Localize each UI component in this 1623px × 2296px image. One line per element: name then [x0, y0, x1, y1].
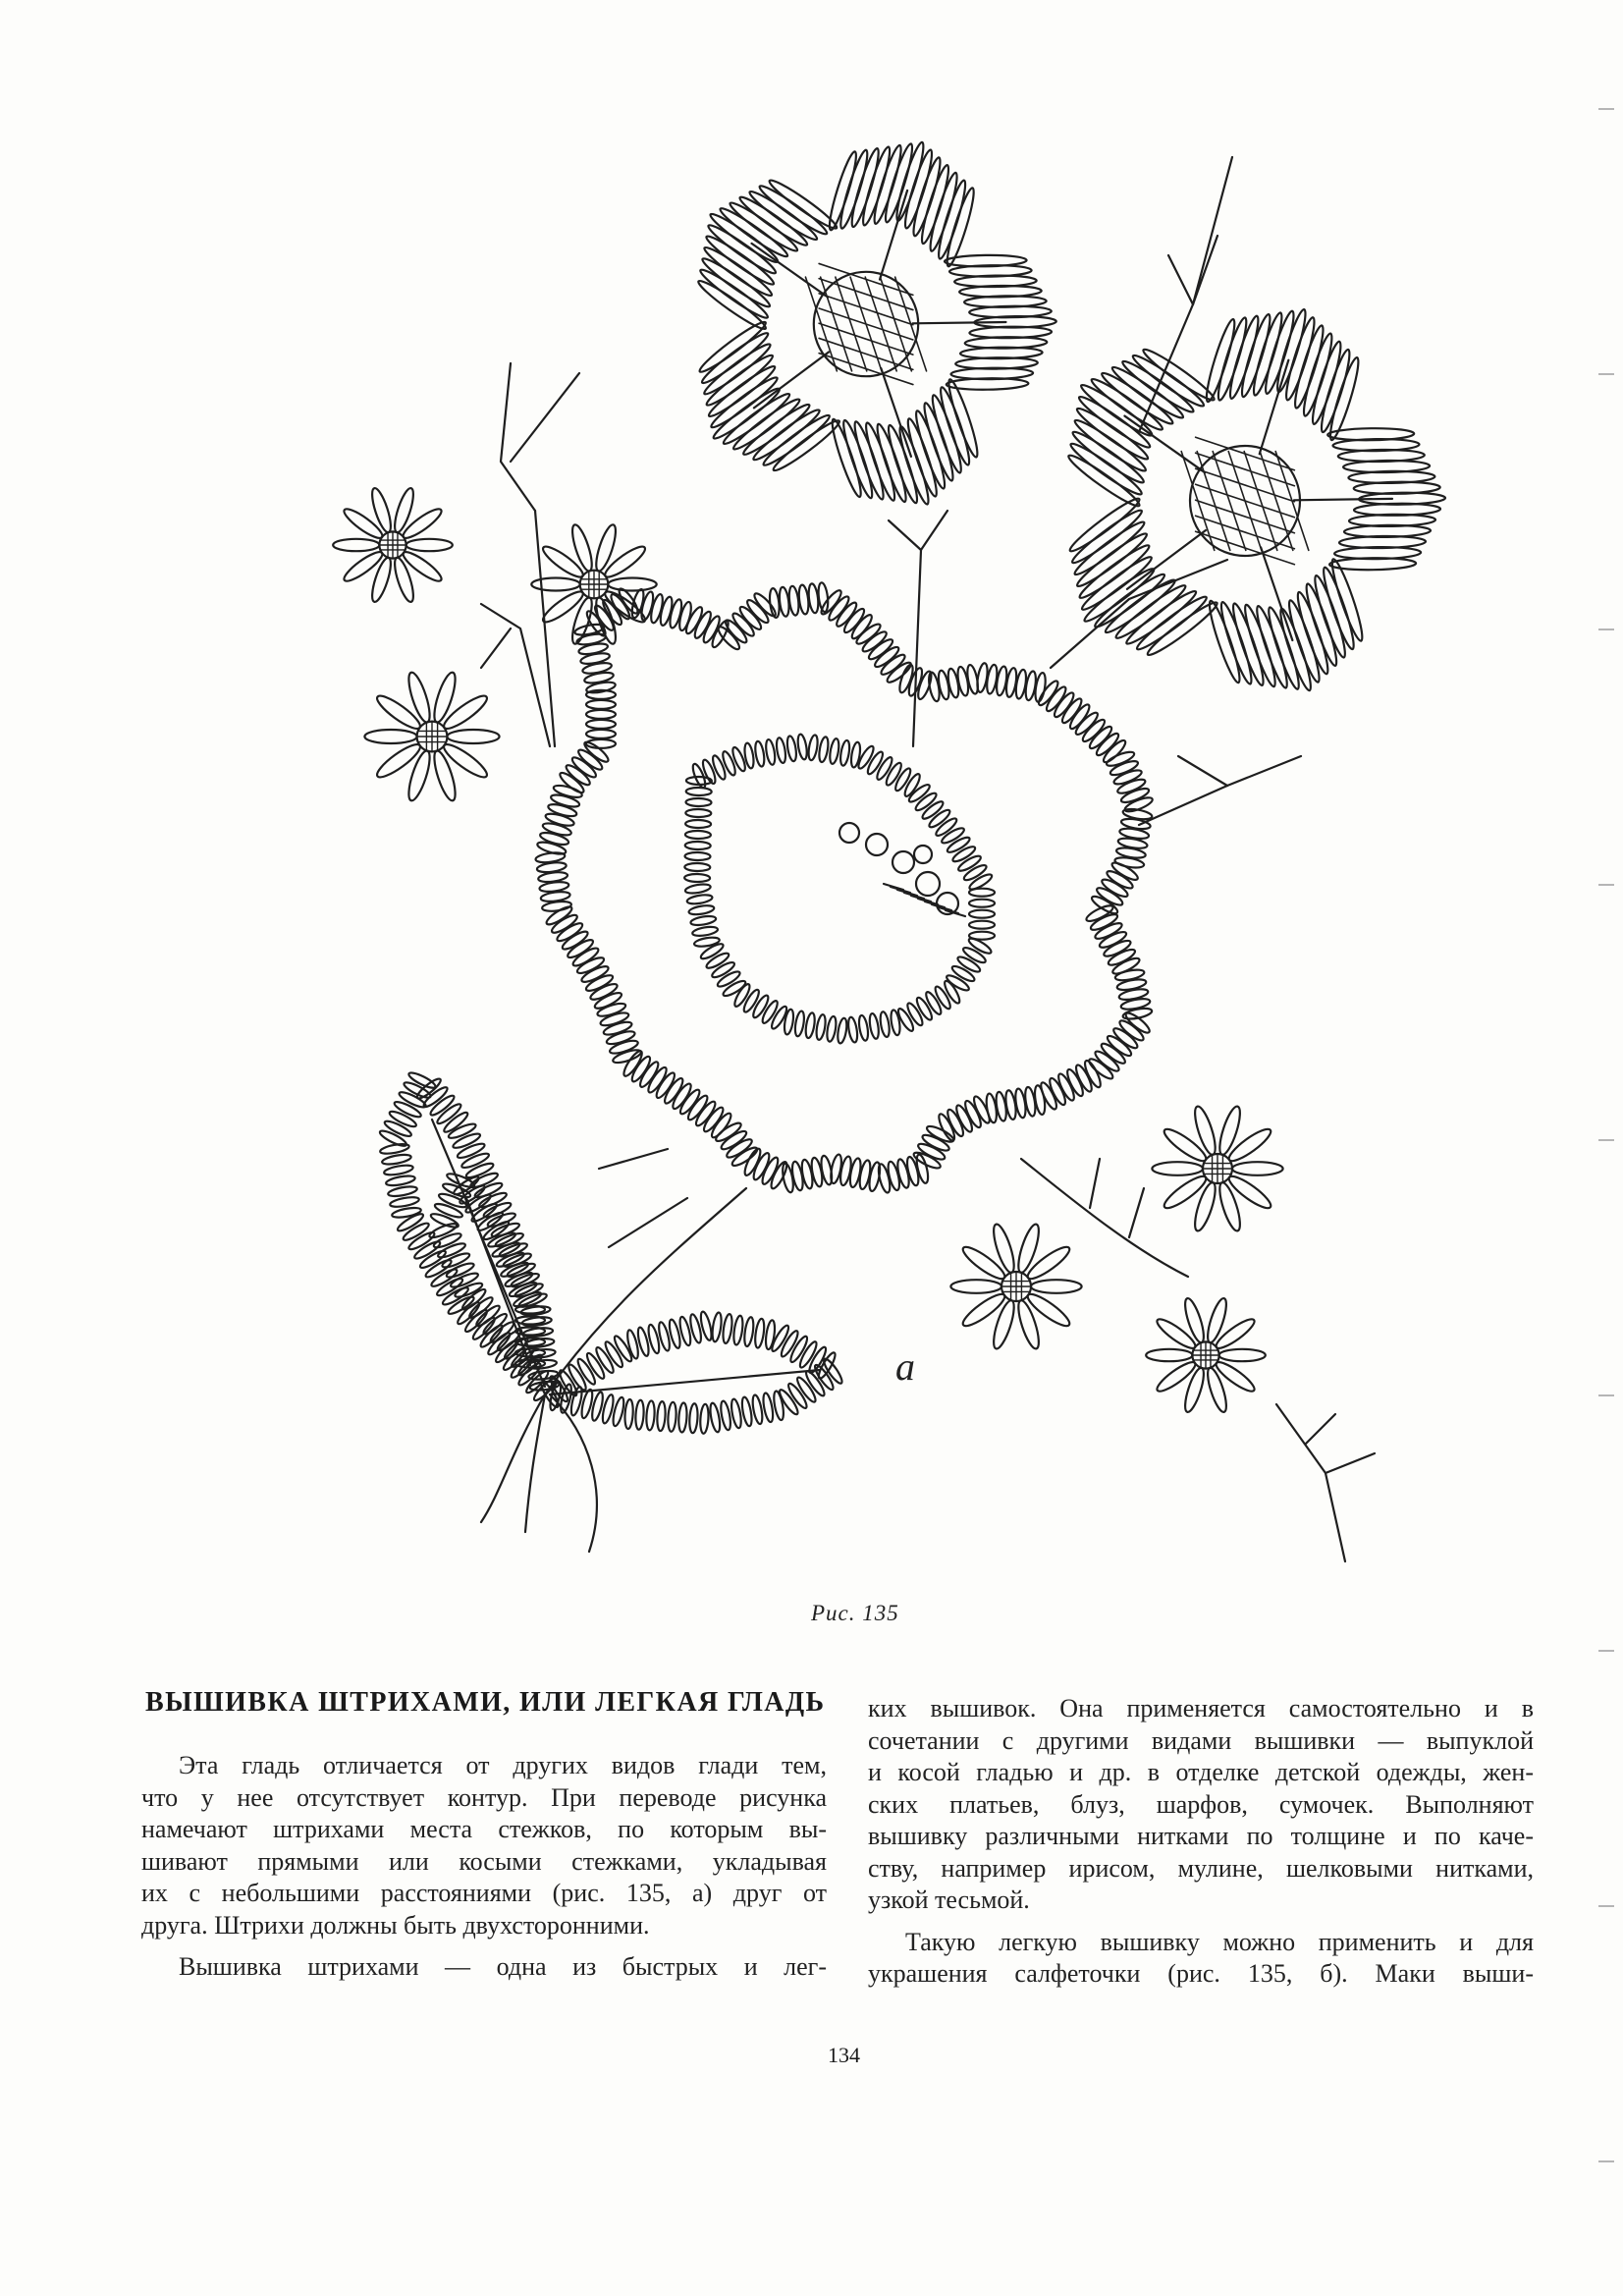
paragraph-line: сочетании с другими видами вышивки — выпуклой [868, 1725, 1534, 1755]
paragraph-line: намечают штрихами места стежков, по которым вы- [141, 1815, 827, 1843]
daisy-bottom-center [950, 1223, 1081, 1351]
paragraph-line: узкой тесьмой. [868, 1886, 1030, 1914]
daisy-right-bottom [1146, 1296, 1266, 1414]
right-text-column [868, 1693, 1534, 1991]
daisy-right-top [1152, 1105, 1282, 1233]
daisy-left-top [333, 486, 453, 604]
page-number: 134 [828, 2043, 860, 2067]
scan-margin-mark [1598, 1139, 1614, 1141]
paragraph-line: их с небольшими расстояниями (рис. 135, а) друг от [141, 1879, 827, 1907]
leaf-right [539, 1311, 845, 1434]
scan-margin-mark [1598, 2160, 1614, 2162]
section-heading: ВЫШИВКА ШТРИХАМИ, ИЛИ ЛЕГКАЯ ГЛАДЬ [145, 1687, 826, 1718]
paragraph-line: и косой гладью и др. в отделке детской одежды, жен- [868, 1758, 1534, 1786]
figure-caption: Рис. 135 [811, 1601, 899, 1625]
paragraph-line: что у нее отсутствует контур. При переводе рисунка [141, 1782, 827, 1812]
left-text-column [141, 1750, 827, 1984]
paragraph-line: шивают прямыми или косыми стежками, укладывая [141, 1846, 827, 1876]
five-petal-flower-right [1065, 307, 1445, 692]
scan-margin-mark [1598, 1650, 1614, 1652]
paragraph-line: украшения салфеточки (рис. 135, б). Маки выши- [868, 1959, 1534, 1988]
scan-margin-mark [1598, 373, 1614, 375]
paragraph-line: друга. Штрихи должны быть двухсторонними. [141, 1910, 650, 1940]
scan-margin-mark [1598, 1905, 1614, 1907]
paragraph-line: ких вышивок. Она применяется самостоятельно и в [868, 1694, 1534, 1722]
paragraph-line: вышивку различными нитками по толщине и по каче- [868, 1822, 1534, 1850]
five-petal-flower-top [695, 140, 1056, 506]
large-stitched-flower [535, 582, 1154, 1194]
figure-letter-a: а [895, 1344, 915, 1389]
scan-margin-mark [1598, 884, 1614, 886]
paragraph-line: Вышивка штрихами — одна из быстрых и лег- [179, 1952, 827, 1981]
paragraph-line: Эта гладь отличается от других видов глади тем, [179, 1751, 827, 1779]
paragraph-line: ских платьев, блуз, шарфов, сумочек. Выполняют [868, 1789, 1534, 1819]
scan-margin-mark [1598, 108, 1614, 110]
paragraph-line: ству, например ирисом, мулине, шелковыми нитками, [868, 1853, 1534, 1883]
paragraph-line: Такую легкую вышивку можно применить и для [905, 1927, 1534, 1956]
scan-margin-mark [1598, 629, 1614, 630]
scan-margin-mark [1598, 1394, 1614, 1396]
daisy-left-bottom [364, 671, 499, 803]
